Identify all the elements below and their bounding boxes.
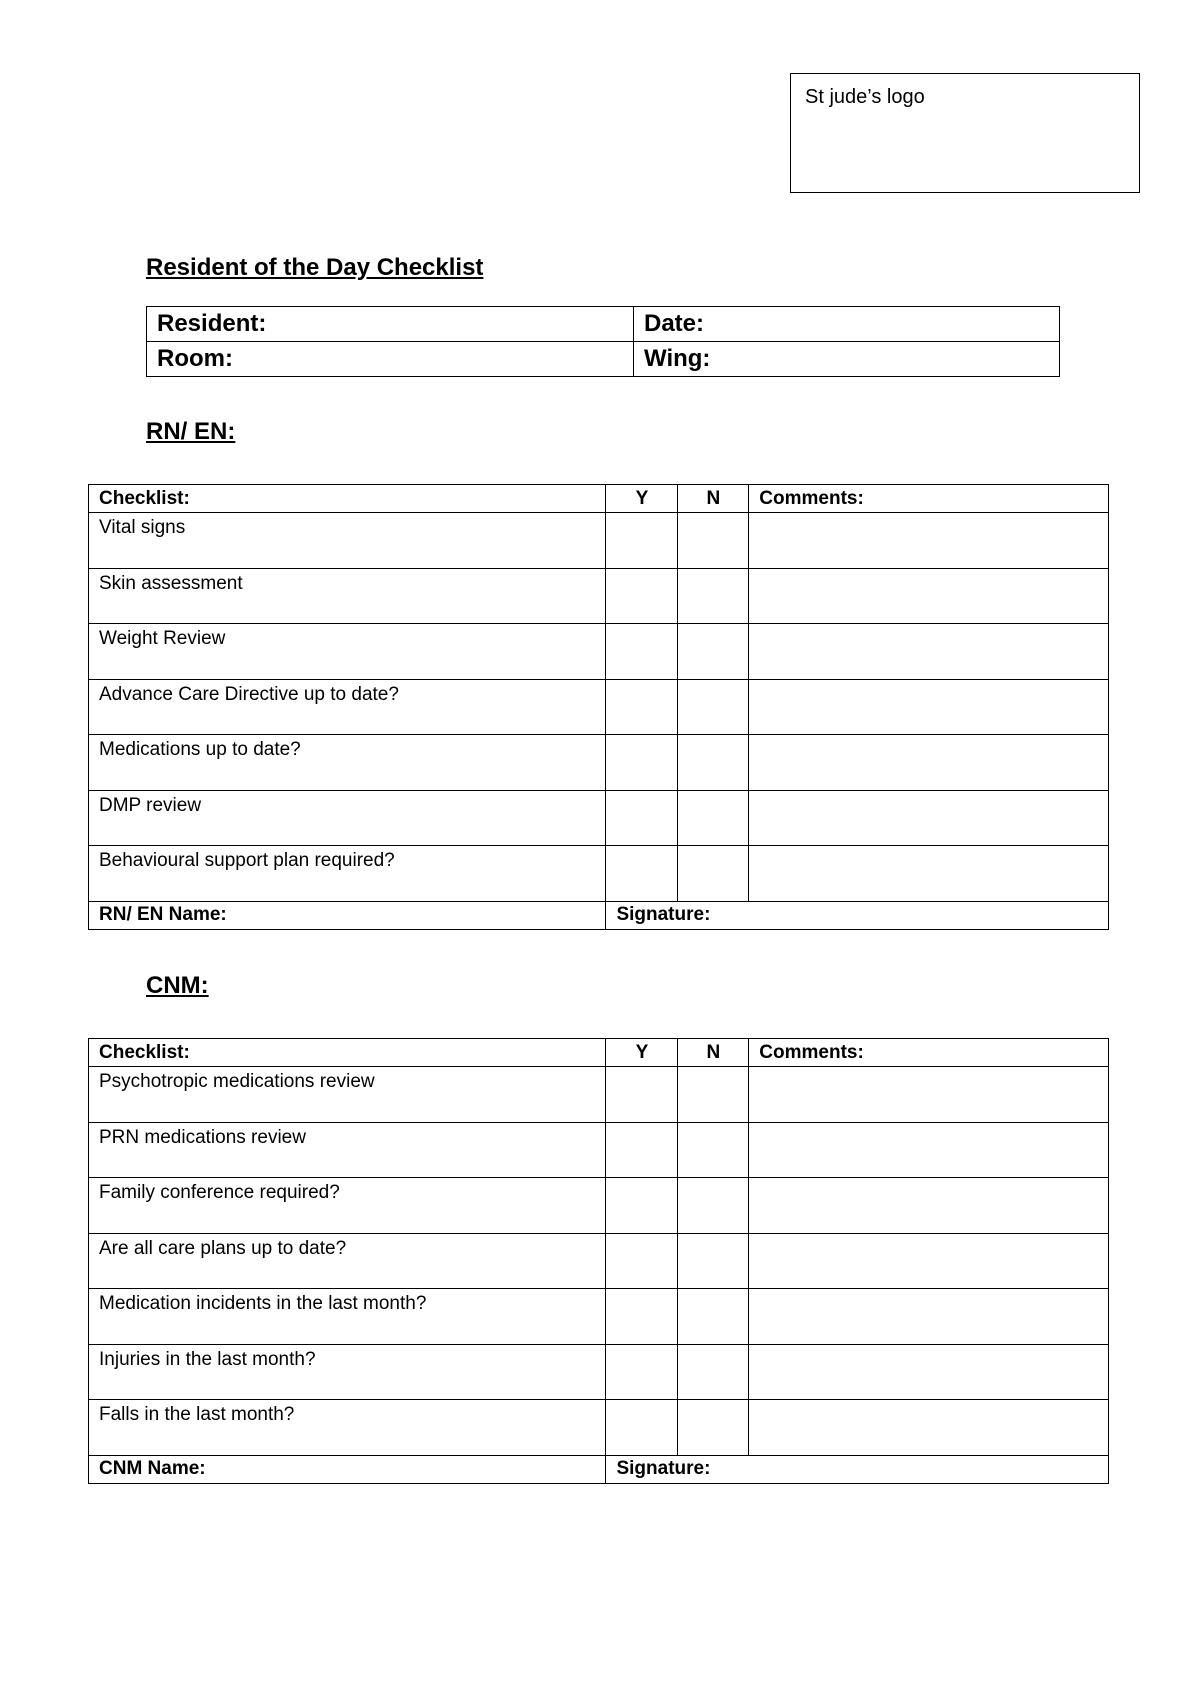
rn-item-no-cell[interactable] [678, 846, 749, 902]
cnm-item-comment-cell[interactable] [749, 1400, 1109, 1456]
cnm-item-no-cell[interactable] [678, 1344, 749, 1400]
rn-header-n: N [678, 485, 749, 513]
rn-checklist-table [88, 484, 1109, 930]
room-label: Room: [157, 345, 233, 372]
cnm-item-no-cell[interactable] [678, 1400, 749, 1456]
rn-name-label: RN/ EN Name: [99, 904, 227, 925]
cnm-header-item: Checklist: [89, 1039, 606, 1067]
cnm-item-comment-cell[interactable] [749, 1233, 1109, 1289]
rn-item-yes-cell[interactable] [606, 846, 678, 902]
room-field[interactable] [147, 342, 634, 377]
wing-label: Wing: [644, 345, 711, 372]
rn-item-comment-cell[interactable] [749, 679, 1109, 735]
cnm-item-comment-cell[interactable] [749, 1344, 1109, 1400]
cnm-item-yes-cell[interactable] [606, 1122, 678, 1178]
cnm-item-comment-cell[interactable] [749, 1178, 1109, 1234]
rn-item-yes-cell[interactable] [606, 568, 678, 624]
rn-item-no-cell[interactable] [678, 513, 749, 569]
cnm-signature-label: Signature: [616, 1458, 711, 1479]
resident-label: Resident: [157, 310, 267, 337]
rn-item-no-cell[interactable] [678, 790, 749, 846]
cnm-name-field[interactable] [89, 1455, 606, 1483]
cnm-item-no-cell[interactable] [678, 1233, 749, 1289]
rn-signature-label: Signature: [616, 904, 711, 925]
cnm-item-comment-cell[interactable] [749, 1067, 1109, 1123]
rn-item-yes-cell[interactable] [606, 624, 678, 680]
rn-item-yes-cell[interactable] [606, 790, 678, 846]
cnm-name-label: CNM Name: [99, 1458, 206, 1479]
rn-item-yes-cell[interactable] [606, 735, 678, 791]
cnm-header-n: N [678, 1039, 749, 1067]
rn-name-field[interactable] [89, 901, 606, 929]
rn-item-yes-cell[interactable] [606, 513, 678, 569]
rn-item-no-cell[interactable] [678, 568, 749, 624]
date-field[interactable] [634, 307, 1060, 342]
rn-item-label: Medications up to date? [89, 735, 606, 791]
cnm-item-label: Are all care plans up to date? [89, 1233, 606, 1289]
rn-item-comment-cell[interactable] [749, 790, 1109, 846]
cnm-item-no-cell[interactable] [678, 1122, 749, 1178]
rn-header-y: Y [606, 485, 678, 513]
cnm-item-label: Psychotropic medications review [89, 1067, 606, 1123]
cnm-item-comment-cell[interactable] [749, 1289, 1109, 1345]
rn-item-label: Advance Care Directive up to date? [89, 679, 606, 735]
rn-item-comment-cell[interactable] [749, 846, 1109, 902]
cnm-item-no-cell[interactable] [678, 1289, 749, 1345]
rn-item-comment-cell[interactable] [749, 568, 1109, 624]
rn-header-item: Checklist: [89, 485, 606, 513]
cnm-item-label: Injuries in the last month? [89, 1344, 606, 1400]
cnm-item-comment-cell[interactable] [749, 1122, 1109, 1178]
cnm-item-yes-cell[interactable] [606, 1289, 678, 1345]
rn-item-yes-cell[interactable] [606, 679, 678, 735]
document-title: Resident of the Day Checklist [146, 254, 484, 281]
cnm-item-no-cell[interactable] [678, 1067, 749, 1123]
cnm-item-label: PRN medications review [89, 1122, 606, 1178]
cnm-item-yes-cell[interactable] [606, 1344, 678, 1400]
resident-field[interactable] [147, 307, 634, 342]
rn-item-no-cell[interactable] [678, 735, 749, 791]
wing-field[interactable] [634, 342, 1060, 377]
rn-item-label: Skin assessment [89, 568, 606, 624]
cnm-item-label: Family conference required? [89, 1178, 606, 1234]
rn-item-label: Behavioural support plan required? [89, 846, 606, 902]
rn-item-comment-cell[interactable] [749, 735, 1109, 791]
cnm-header-y: Y [606, 1039, 678, 1067]
rn-item-label: DMP review [89, 790, 606, 846]
date-label: Date: [644, 310, 705, 337]
rn-item-comment-cell[interactable] [749, 513, 1109, 569]
rn-item-label: Vital signs [89, 513, 606, 569]
rn-item-no-cell[interactable] [678, 624, 749, 680]
cnm-item-yes-cell[interactable] [606, 1067, 678, 1123]
cnm-item-no-cell[interactable] [678, 1178, 749, 1234]
rn-section-heading: RN/ EN: [146, 418, 236, 445]
rn-header-comments: Comments: [749, 485, 1109, 513]
cnm-item-yes-cell[interactable] [606, 1178, 678, 1234]
cnm-checklist-table [88, 1038, 1109, 1484]
cnm-item-yes-cell[interactable] [606, 1400, 678, 1456]
cnm-header-comments: Comments: [749, 1039, 1109, 1067]
rn-signature-field[interactable] [606, 901, 1109, 929]
cnm-item-label: Medication incidents in the last month? [89, 1289, 606, 1345]
logo-placeholder-box [790, 73, 1140, 193]
cnm-item-label: Falls in the last month? [89, 1400, 606, 1456]
logo-placeholder-text: St jude’s logo [805, 86, 925, 108]
resident-info-table [146, 306, 1060, 377]
cnm-signature-field[interactable] [606, 1455, 1109, 1483]
rn-item-label: Weight Review [89, 624, 606, 680]
rn-item-comment-cell[interactable] [749, 624, 1109, 680]
rn-item-no-cell[interactable] [678, 679, 749, 735]
cnm-item-yes-cell[interactable] [606, 1233, 678, 1289]
cnm-section-heading: CNM: [146, 972, 209, 999]
